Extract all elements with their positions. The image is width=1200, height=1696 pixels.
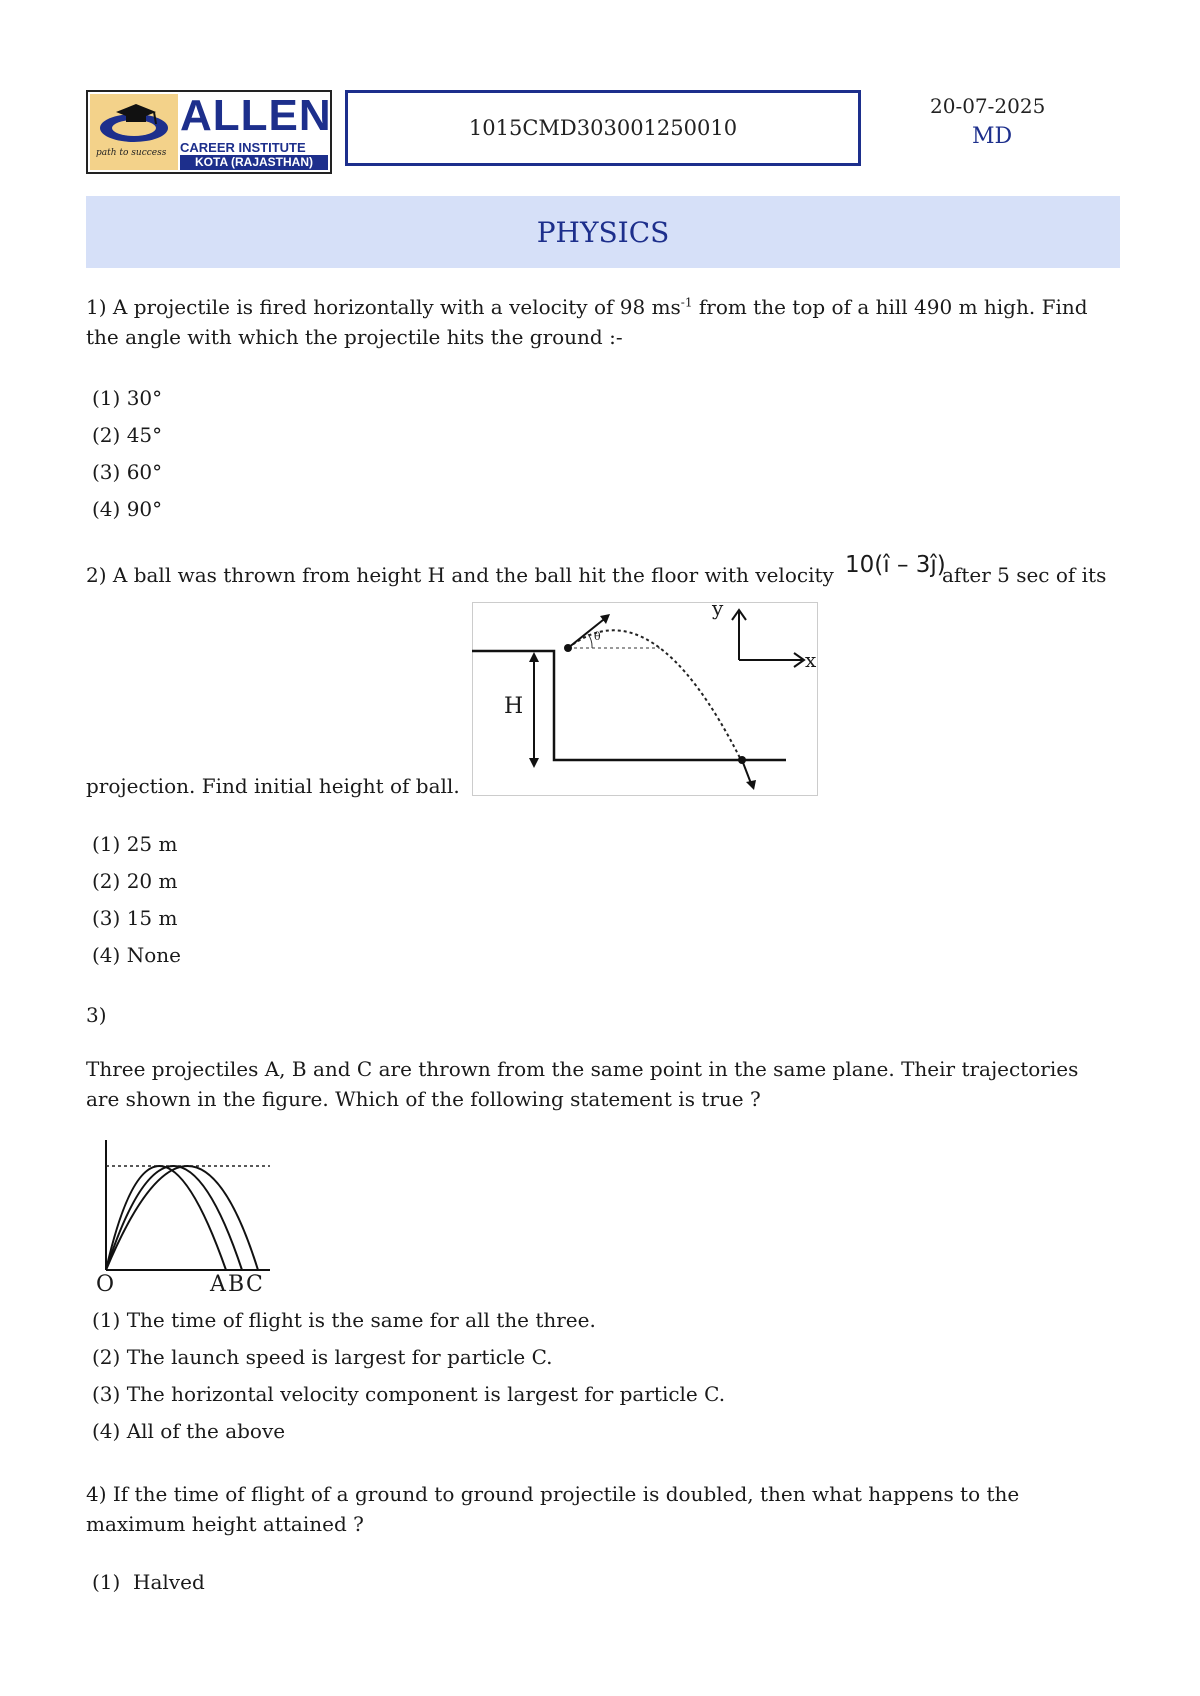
option: (4) None (92, 943, 181, 967)
option: (3) The horizontal velocity component is largest for particle C. (92, 1382, 726, 1406)
exponent: -1 (680, 295, 693, 310)
stream-label: MD (972, 124, 1013, 149)
option: (3) 60° (92, 460, 163, 484)
question-3 (86, 1054, 1146, 1114)
subject-banner (86, 196, 1120, 268)
label-c: C (246, 1272, 263, 1297)
option: (2) 20 m (92, 869, 178, 893)
logo-location: KOTA (RAJASTHAN) (180, 155, 328, 170)
question-number: 1) (86, 295, 107, 319)
question-text: A projectile is fired horizontally with a velocity of 98 ms (112, 295, 681, 319)
question-number: 2) (86, 563, 107, 587)
option: (4) 90° (92, 497, 163, 521)
question-text: are shown in the figure. Which of the following statement is true ? (86, 1087, 761, 1111)
test-code: 1015CMD303001250010 (468, 116, 738, 140)
question-text: the angle with which the projectile hits the ground :- (86, 325, 623, 349)
option: (1) Halved (92, 1570, 205, 1594)
question-text: Three projectiles A, B and C are thrown from the same point in the same plane. Their trajectories (86, 1057, 1079, 1081)
question-text: projection. Find initial height of ball. (86, 774, 460, 798)
option: (2) The launch speed is largest for particle C. (92, 1345, 553, 1369)
option: (1) 30° (92, 386, 163, 410)
velocity-vector: 10(î – 3ĵ) (845, 552, 946, 578)
question-text: after 5 sec of its (942, 563, 1107, 587)
origin-label: O (96, 1272, 115, 1297)
x-axis-label: x (805, 648, 817, 672)
question-text: from the top of a hill 490 m high. Find (692, 295, 1088, 319)
logo-subtitle: CAREER INSTITUTE (180, 140, 306, 155)
question-2 (86, 560, 834, 590)
question-number: 3) (86, 1003, 107, 1027)
option: (1) 25 m (92, 832, 178, 856)
angle-label: θ (594, 630, 601, 643)
logo-brand-text: ALLEN (180, 91, 332, 140)
figure-cliff-projectile (472, 596, 818, 796)
label-b: B (228, 1272, 245, 1297)
exam-date: 20-07-2025 (930, 94, 1046, 118)
question-text: maximum height attained ? (86, 1512, 364, 1536)
option: (2) 45° (92, 423, 163, 447)
question-text: If the time of flight of a ground to ground projectile is doubled, then what happens to the (112, 1482, 1020, 1506)
mortarboard-emblem-icon (90, 94, 178, 170)
label-a: A (210, 1272, 226, 1297)
y-axis-label: y (712, 596, 724, 620)
question-1 (86, 292, 1126, 352)
height-label: H (504, 694, 524, 719)
figure-three-trajectories (92, 1138, 282, 1298)
allen-logo (86, 90, 332, 174)
question-4 (86, 1479, 1146, 1539)
logo-tagline: path to success (96, 148, 167, 158)
option: (3) 15 m (92, 906, 178, 930)
question-text: A ball was thrown from height H and the ball hit the floor with velocity (112, 563, 834, 587)
question-number: 4) (86, 1482, 107, 1506)
option: (1) The time of flight is the same for all the three. (92, 1308, 596, 1332)
test-code-box (345, 90, 861, 166)
subject-title: PHYSICS (536, 215, 670, 249)
option: (4) All of the above (92, 1419, 286, 1443)
